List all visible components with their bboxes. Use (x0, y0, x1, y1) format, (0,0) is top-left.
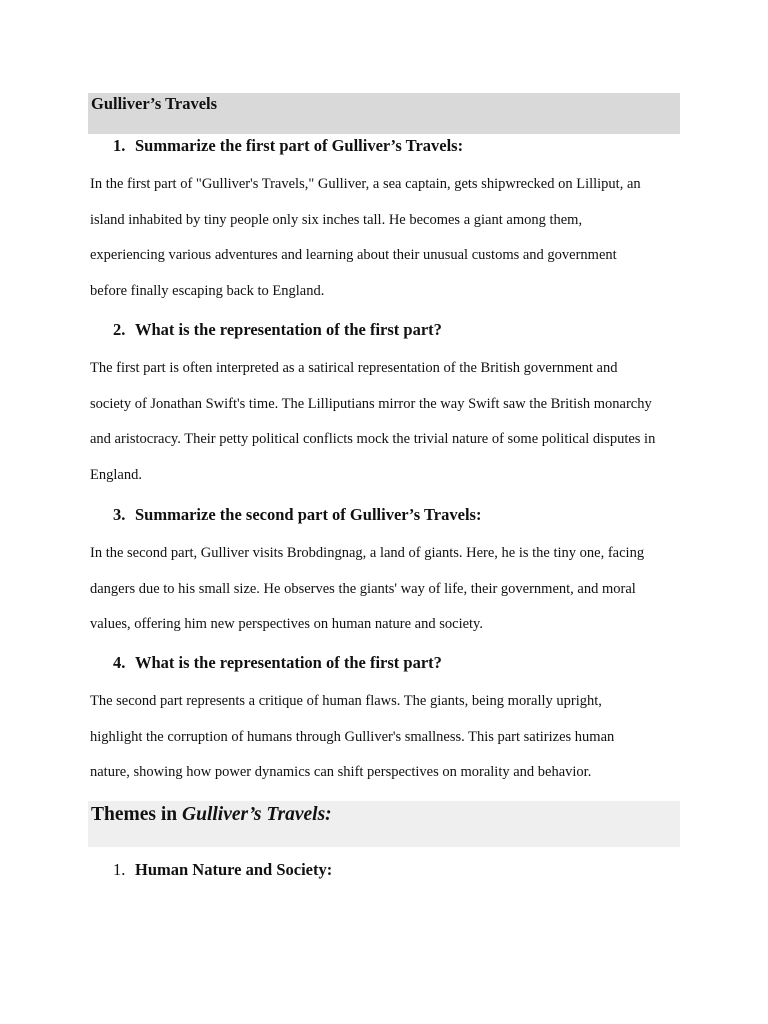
paragraph-line: before finally escaping back to England. (90, 283, 325, 300)
answer-paragraph-4 (90, 684, 682, 791)
paragraph-line: society of Jonathan Swift's time. The Lilliputians mirror the way Swift saw the British monarchy (90, 395, 652, 412)
paragraph-line: values, offering him new perspectives on human nature and society. (90, 616, 483, 633)
paragraph-line: island inhabited by tiny people only six inches tall. He becomes a giant among them, (90, 211, 583, 228)
theme-number: 1. (113, 860, 126, 879)
themes-heading (91, 802, 332, 828)
themes-heading-title: Gulliver’s Travels: (182, 804, 332, 825)
question-heading-2 (113, 320, 442, 340)
answer-paragraph-1 (90, 167, 682, 310)
question-number: 4. (113, 653, 126, 672)
question-heading-3 (113, 505, 481, 525)
answer-paragraph-3 (90, 536, 682, 643)
question-number: 3. (113, 505, 126, 524)
theme-list-item-1 (113, 860, 332, 880)
question-heading-4 (113, 653, 442, 673)
paragraph-line: dangers due to his small size. He observes the giants' way of life, their government, and moral (90, 580, 636, 597)
paragraph-line: and aristocracy. Their petty political conflicts mock the trivial nature of some political disputes in (90, 431, 656, 448)
paragraph-line: nature, showing how power dynamics can shift perspectives on morality and behavior. (90, 764, 592, 781)
paragraph-line: The first part is often interpreted as a satirical representation of the British government and (90, 360, 618, 376)
theme-label: Human Nature and Society: (135, 860, 333, 879)
paragraph-line: highlight the corruption of humans through Gulliver's smallness. This part satirizes human (90, 728, 615, 745)
question-number: 1. (113, 136, 126, 155)
question-text: Summarize the second part of Gulliver’s Travels: (135, 505, 482, 524)
paragraph-line: The second part represents a critique of human flaws. The giants, being morally upright, (90, 693, 602, 709)
themes-heading-prefix: Themes in (91, 804, 183, 825)
paragraph-line: England. (90, 467, 142, 484)
document-title: Gulliver’s Travels (91, 94, 218, 113)
question-text: What is the representation of the first part? (135, 320, 442, 339)
paragraph-line: In the first part of "Gulliver's Travels," Gulliver, a sea captain, gets shipwrecked on Lilliput, an (90, 176, 641, 192)
paragraph-line: experiencing various adventures and learning about their unusual customs and government (90, 247, 617, 264)
question-number: 2. (113, 320, 126, 339)
paragraph-line: In the second part, Gulliver visits Brobdingnag, a land of giants. Here, he is the tiny one, facing (90, 545, 645, 561)
question-text: What is the representation of the first part? (135, 653, 442, 672)
question-text: Summarize the first part of Gulliver’s Travels: (135, 136, 464, 155)
answer-paragraph-2 (90, 351, 682, 494)
question-heading-1 (113, 136, 463, 156)
